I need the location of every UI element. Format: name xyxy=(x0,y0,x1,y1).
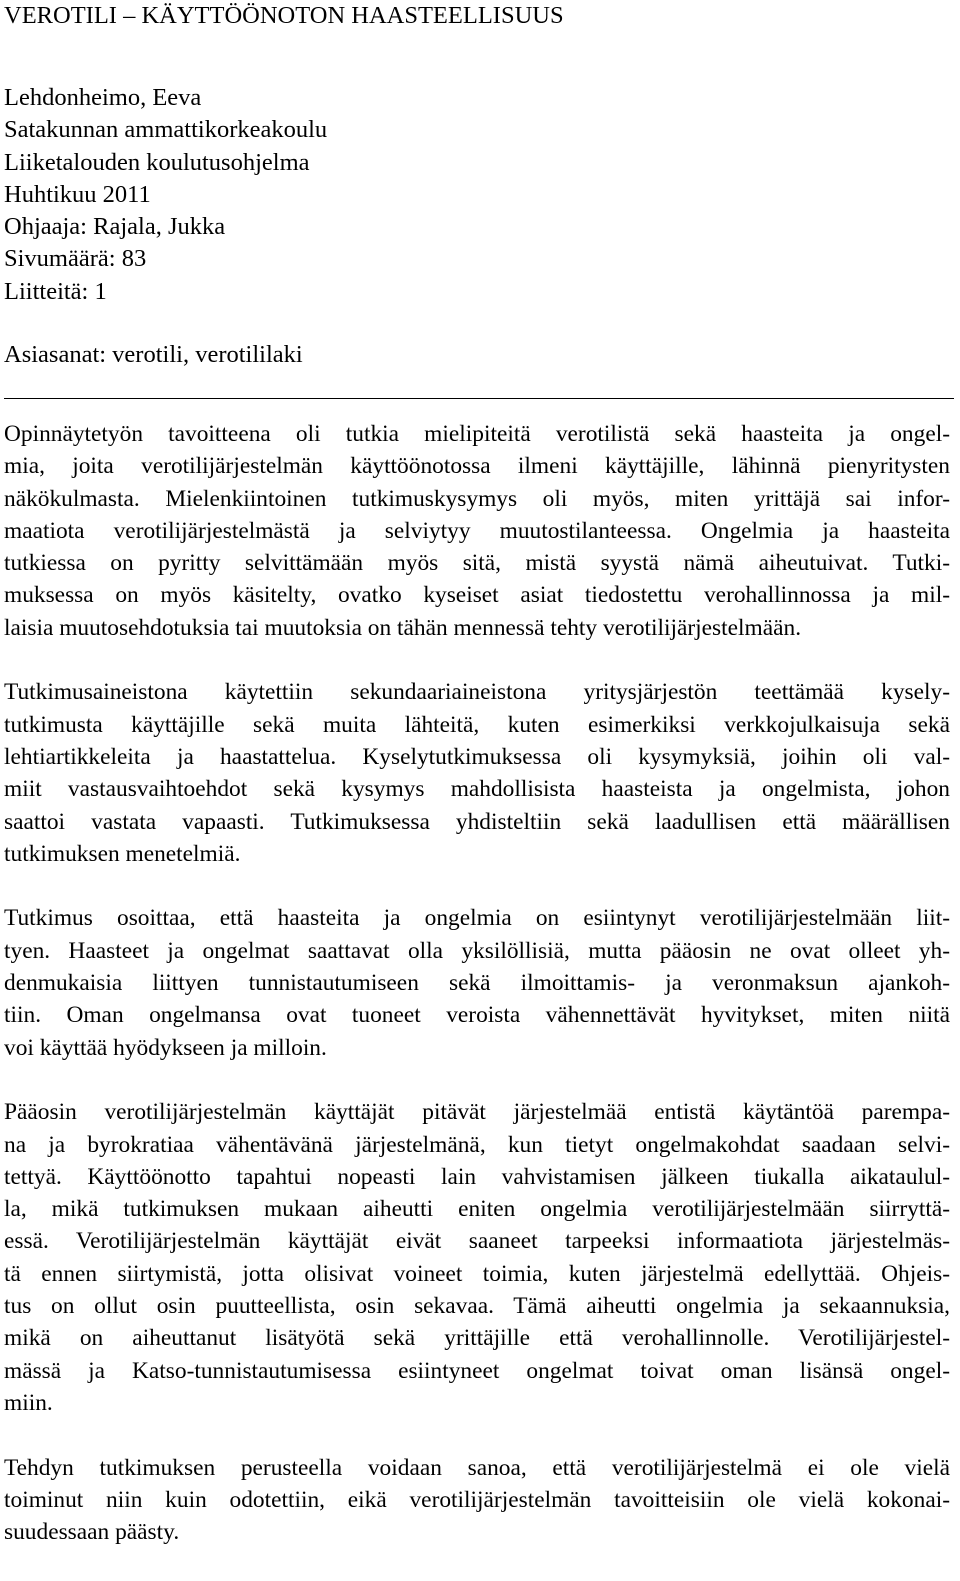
text-line: tettyä. Käyttöönotto tapahtui nopeasti lain vahvistamisen jälkeen tiukalla aikataulul- xyxy=(4,1163,950,1190)
author-name: Lehdonheimo, Eeva xyxy=(4,84,202,111)
text-line: tiin. Oman ongelmansa ovat tuoneet veroista vähennettävät hyvitykset, miten niitä xyxy=(4,1002,950,1029)
text-line: Tutkimusaineistona käytettiin sekundaariaineistona yritysjärjestön teettämää kysely- xyxy=(4,679,950,706)
degree-programme: Liiketalouden koulutusohjelma xyxy=(4,148,310,176)
page-count: Sivumäärä: 83 xyxy=(4,245,147,273)
divider-line xyxy=(4,398,954,399)
text-line: Pääosin verotilijärjestelmän käyttäjät pitävät järjestelmää entistä käytäntöä parempa- xyxy=(4,1099,950,1126)
text-line: toiminut niin kuin odotettiin, eikä verotilijärjestelmän tavoitteisiin ole vielä kokonai- xyxy=(4,1486,950,1513)
text-line: tyen. Haasteet ja ongelmat saattavat olla yksilöllisiä, mutta pääosin ne ovat olleet yh- xyxy=(4,937,950,964)
text-line: maatiota verotilijärjestelmästä ja selviytyy muutostilanteessa. Ongelmia ja haasteita xyxy=(4,517,950,544)
keywords: Asiasanat: verotili, verotililaki xyxy=(4,341,303,368)
text-line: saattoi vastata vapaasti. Tutkimuksessa yhdisteltiin sekä laadullisen että määrällisen xyxy=(4,808,950,835)
abstract-paragraph xyxy=(4,676,950,870)
abstract-paragraph xyxy=(4,902,950,1063)
text-line: Tehdyn tutkimuksen perusteella voidaan sanoa, että verotilijärjestelmä ei ole vielä xyxy=(4,1454,950,1481)
text-line: Tutkimus osoittaa, että haasteita ja ongelmia on esiintynyt verotilijärjestelmään liit- xyxy=(4,905,950,932)
text-line: muksessa on myös käsitelty, ovatko kyseiset asiat tiedostettu verohallinnossa ja mil- xyxy=(4,582,950,609)
text-line: mässä ja Katso-tunnistautumisessa esiintyneet ongelmat toivat oman lisänsä ongel- xyxy=(4,1357,950,1384)
abstract-paragraph xyxy=(4,1096,950,1419)
document-metadata xyxy=(4,82,327,308)
text-line: miit vastausvaihtoehdot sekä kysymys mahdollisista haasteista ja ongelmista, johon xyxy=(4,776,950,803)
text-line: tus on ollut osin puutteellista, osin sekavaa. Tämä aiheutti ongelmia ja sekaannuksia, xyxy=(4,1293,950,1320)
text-line: tä ennen siirtymistä, jotta olisivat voineet toimia, kuten järjestelmä edellyttää. Ohjeis- xyxy=(4,1260,950,1287)
text-line: tutkiessa on pyritty selvittämään myös sitä, mistä syystä nämä aiheutuivat. Tutki- xyxy=(4,550,950,577)
text-line: mikä on aiheuttanut lisätyötä sekä yrittäjille että verohallinnolle. Verotilijärjestel- xyxy=(4,1325,950,1352)
school-name: Satakunnan ammattikorkeakoulu xyxy=(4,116,328,144)
publication-date: Huhtikuu 2011 xyxy=(4,180,151,208)
text-line: suudessaan päästy. xyxy=(4,1519,180,1546)
supervisor: Ohjaaja: Rajala, Jukka xyxy=(4,213,226,241)
text-line: denmukaisia liittyen tunnistautumiseen sekä ilmoittamis- ja veronmaksun ajankoh- xyxy=(4,970,950,997)
text-line: mia, joita verotilijärjestelmän käyttöönotossa ilmeni käyttäjille, lähinnä pienyritysten xyxy=(4,453,950,480)
abstract-body xyxy=(4,418,950,1581)
text-line: näkökulmasta. Mielenkiintoinen tutkimuskysymys oli myös, miten yrittäjä sai infor- xyxy=(4,485,950,512)
text-line: tutkimuksen menetelmiä. xyxy=(4,840,241,867)
abstract-paragraph xyxy=(4,418,950,644)
text-line: Opinnäytetyön tavoitteena oli tutkia mielipiteitä verotilistä sekä haasteita ja ongel- xyxy=(4,421,950,447)
text-line: voi käyttää hyödykseen ja milloin. xyxy=(4,1034,327,1061)
text-line: la, mikä tutkimuksen mukaan aiheutti eniten ongelmia verotilijärjestelmään siirryttä- xyxy=(4,1196,950,1223)
document-title: VEROTILI – KÄYTTÖÖNOTON HAASTEELLISUUS xyxy=(4,2,564,29)
appendix-count: Liitteitä: 1 xyxy=(4,277,107,305)
text-line: lehtiartikkeleita ja haastattelua. Kyselytutkimuksessa oli kysymyksiä, joihin oli val- xyxy=(4,743,950,770)
text-line: na ja byrokratiaa vähentävänä järjestelmänä, kun tietyt ongelmakohdat saadaan selvi- xyxy=(4,1131,950,1158)
text-line: essä. Verotilijärjestelmän käyttäjät eivät saaneet tarpeeksi informaatiota järjestelmäs- xyxy=(4,1228,950,1255)
text-line: miin. xyxy=(4,1389,53,1416)
text-line: tutkimusta käyttäjille sekä muita lähteitä, kuten esimerkiksi verkkojulkaisuja sekä xyxy=(4,711,950,738)
text-line: laisia muutosehdotuksia tai muutoksia on tähän mennessä tehty verotilijärjestelmään. xyxy=(4,614,802,641)
abstract-paragraph xyxy=(4,1452,950,1549)
